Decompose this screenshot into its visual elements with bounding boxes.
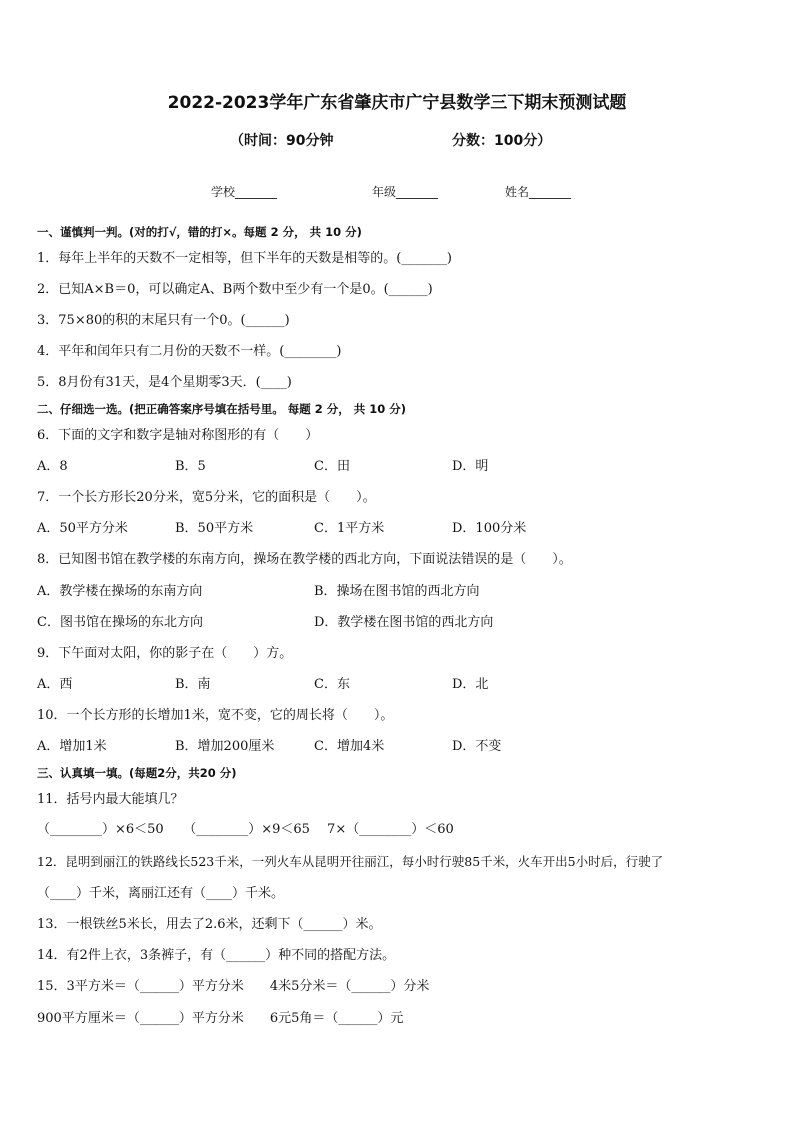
q7-option-c: C．1平方米 <box>314 521 385 536</box>
question-5: 5．8月份有31天，是4个星期零3天．(____) <box>37 375 292 390</box>
page-title: 2022-2023学年广东省肇庆市广宁县数学三下期末预测试题 <box>167 93 627 113</box>
q8-option-b: B．操场在图书馆的西北方向 <box>314 584 480 599</box>
name-field: 姓名_______ <box>505 185 572 199</box>
q6-option-b: B．5 <box>175 459 206 474</box>
question-13: 13．一根铁丝5米长，用去了2.6米，还剩下（______）米。 <box>37 917 382 932</box>
section-heading-2: 二、仔细选一选。(把正确答案序号填在括号里。 每题 2 分， 共 10 分) <box>37 402 407 416</box>
q10-option-b: B．增加200厘米 <box>175 739 275 754</box>
q9-option-b: B．南 <box>175 677 211 692</box>
q7-option-a: A．50平方分米 <box>37 521 128 536</box>
question-15-continued: 900平方厘米＝（______）平方分米 6元5角＝（______）元 <box>37 1011 404 1026</box>
q7-option-b: B．50平方米 <box>175 521 254 536</box>
question-12: 12．昆明到丽江的铁路线长523千米，一列火车从昆明开往丽江，每小时行驶85千米，火车开出5小时后，行驶了 <box>37 854 664 869</box>
section-heading-3: 三、认真填一填。(每题2分，共20 分) <box>37 766 237 780</box>
q7-option-d: D．100分米 <box>452 521 527 536</box>
q9-option-d: D．北 <box>452 677 489 692</box>
question-6: 6．下面的文字和数字是轴对称图形的有（ ） <box>37 428 319 443</box>
q10-option-c: C．增加4米 <box>314 739 385 754</box>
question-12-continued: （____）千米，离丽江还有（____）千米。 <box>37 886 285 901</box>
q6-option-a: A．8 <box>37 459 68 474</box>
question-11-blanks: （________）×6＜50 （________）×9＜65 7×（________）＜60 <box>37 822 454 837</box>
q6-option-c: C．田 <box>314 459 350 474</box>
q8-option-c: C．图书馆在操场的东北方向 <box>37 615 203 630</box>
grade-field: 年级_______ <box>372 185 439 199</box>
q8-option-d: D．教学楼在图书馆的西北方向 <box>314 615 494 630</box>
q9-option-c: C．东 <box>314 677 350 692</box>
section-heading-1: 一、谨慎判一判。(对的打√，错的打×。每题 2 分， 共 10 分) <box>37 225 362 239</box>
question-8: 8．已知图书馆在教学楼的东南方向，操场在教学楼的西北方向，下面说法错误的是（ ）。 <box>37 552 572 567</box>
exam-score: 分数：100分） <box>452 133 552 149</box>
q10-option-a: A．增加1米 <box>37 739 107 754</box>
question-11: 11．括号内最大能填几？ <box>37 792 184 807</box>
question-3: 3．75×80的积的末尾只有一个0。(______) <box>37 313 290 328</box>
q10-option-d: D．不变 <box>452 739 502 754</box>
question-15: 15．3平方米＝（______）平方分米 4米5分米＝（______）分米 <box>37 979 430 994</box>
q8-option-a: A．教学楼在操场的东南方向 <box>37 584 203 599</box>
question-10: 10．一个长方形的长增加1米，宽不变，它的周长将（ ）。 <box>37 708 394 723</box>
question-9: 9．下午面对太阳，你的影子在（ ）方。 <box>37 646 293 661</box>
question-14: 14．有2件上衣，3条裤子，有（______）种不同的搭配方法。 <box>37 948 396 963</box>
question-2: 2．已知A×B＝0，可以确定A、B两个数中至少有一个是0。(______) <box>37 282 433 297</box>
question-1: 1．每年上半年的天数不一定相等，但下半年的天数是相等的。(_______) <box>37 251 452 266</box>
question-4: 4．平年和闰年只有二月份的天数不一样。(________) <box>37 344 342 359</box>
exam-time: （时间：90分钟 <box>230 133 334 149</box>
q6-option-d: D．明 <box>452 459 489 474</box>
q9-option-a: A．西 <box>37 677 73 692</box>
question-7: 7．一个长方形长20分米，宽5分米，它的面积是（ ）。 <box>37 490 376 505</box>
school-field: 学校_______ <box>211 185 278 199</box>
